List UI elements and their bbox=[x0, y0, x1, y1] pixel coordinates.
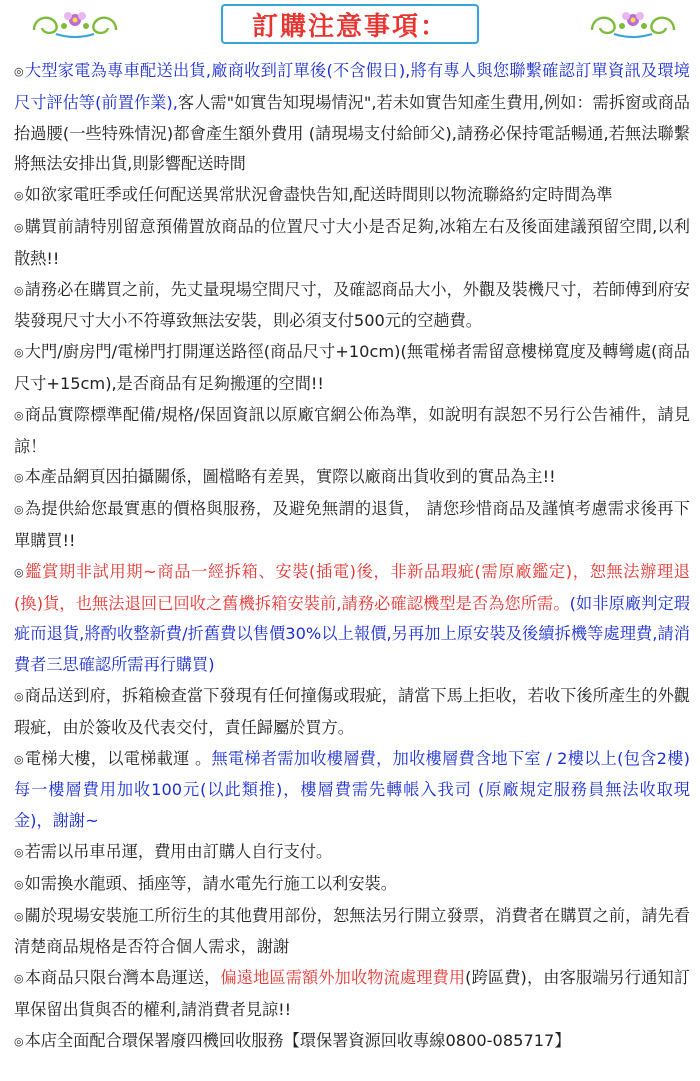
notice-text: 無電梯者需加收樓層費，加收樓層費含地下室 / 2樓以上(包含2樓)每一樓層費用加收100元(以此類推)，樓層費需先轉帳入我司 (原廠規定服務員無法收取現金)，謝謝~ bbox=[14, 748, 690, 831]
notice-item bbox=[14, 901, 690, 964]
notice-text: 大門/廚房門/電梯門打開運送路徑(商品尺寸+10cm)(無電梯者需留意樓梯寬度及轉彎處(商品尺寸+15cm),是否商品有足夠搬運的空間!! bbox=[14, 342, 690, 393]
bullet-icon: ◎ bbox=[14, 845, 24, 859]
notice-item bbox=[14, 337, 690, 400]
bullet-icon: ◎ bbox=[14, 471, 24, 485]
flower-ornament-icon bbox=[30, 4, 120, 42]
notice-item bbox=[14, 869, 690, 901]
notice-item bbox=[14, 681, 690, 744]
notice-item bbox=[14, 837, 690, 869]
header-banner bbox=[0, 0, 700, 48]
notice-item bbox=[14, 275, 690, 338]
notice-text: 商品送到府，拆箱檢查當下發現有任何撞傷或瑕疵，請當下馬上拒收，若收下後所產生的外觀瑕疵，由於簽收及代表交付，責任歸屬於買方。 bbox=[14, 685, 690, 737]
notice-text: 商品實際標準配備/規格/保固資訊以原廠官網公佈為準，如說明有誤恕不另行公告補件，請見諒！ bbox=[14, 404, 690, 456]
notice-item bbox=[14, 557, 690, 681]
notice-item bbox=[14, 400, 690, 463]
notice-item bbox=[14, 963, 690, 1026]
notice-text: 若需以吊車吊運，費用由訂購人自行支付。 bbox=[24, 841, 333, 861]
bullet-icon: ◎ bbox=[14, 1034, 24, 1048]
bullet-icon: ◎ bbox=[14, 689, 24, 703]
notice-text: 本產品網頁因拍攝關係，圖檔略有差異，實際以廠商出貨收到的實品為主!! bbox=[24, 467, 556, 487]
bullet-icon: ◎ bbox=[14, 408, 24, 422]
notice-text: 為提供給您最實惠的價格與服務，及避免無謂的退貨， 請您珍惜商品及謹慎考慮需求後再下單購買!! bbox=[14, 499, 690, 550]
notice-text: 本商品只限台灣本島運送， bbox=[24, 968, 221, 988]
page-title: 訂購注意事項： bbox=[251, 11, 448, 42]
notice-item bbox=[14, 494, 690, 557]
bullet-icon: ◎ bbox=[14, 972, 24, 986]
notice-text: 大型家電為專車配送出貨,廠商收到訂單後(不含假日),將有專人與您聯繫確認訂單資訊及環境尺寸評估等(前置作業), bbox=[14, 61, 690, 112]
bullet-icon: ◎ bbox=[14, 503, 24, 517]
bullet-icon: ◎ bbox=[14, 220, 24, 234]
notice-text: 偏遠地區需額外加收物流處理費用 bbox=[220, 968, 466, 988]
notice-text: 本店全面配合環保署廢四機回收服務【環保署資源回收專線0800-085717】 bbox=[24, 1030, 571, 1050]
notice-text: 關於現場安裝施工所衍生的其他費用部份，恕無法另行開立發票，消費者在購買之前，請先看清楚商品規格是否符合個人需求，謝謝 bbox=[14, 905, 690, 957]
notice-item bbox=[14, 212, 690, 275]
notice-item bbox=[14, 180, 690, 212]
bullet-icon: ◎ bbox=[14, 752, 24, 766]
notice-text: 購買前請特別留意預備置放商品的位置尺寸大小是否足夠,冰箱左右及後面建議預留空間,以利散熱!! bbox=[14, 216, 690, 268]
flower-ornament-icon bbox=[588, 4, 678, 42]
notice-text: 如需換水龍頭、插座等，請水電先行施工以利安裝。 bbox=[24, 873, 397, 893]
notice-item bbox=[14, 56, 690, 180]
notice-item bbox=[14, 744, 690, 837]
bullet-icon: ◎ bbox=[14, 909, 24, 923]
bullet-icon: ◎ bbox=[14, 565, 25, 579]
notice-text: 客人需"如實告知現場情況",若未如實告知產生費用,例如：需拆窗或商品抬過腰(一些特殊情況)都會產生額外費用 (請現場支付給師父),請務必保持電話暢通,若無法聯繫將無法安排出貨,則影響配送時間 bbox=[14, 92, 690, 174]
notice-text: 鑑賞期非試用期~商品一經拆箱、安裝(插電)後，非新品瑕疵(需原廠鑑定)，恕無法辦理退(換)貨，也無法退回已回收之舊機拆箱安裝前,請務必確認機型是否為您所需。 bbox=[14, 561, 690, 613]
notice-item bbox=[14, 462, 690, 494]
title-box bbox=[221, 4, 479, 44]
bullet-icon: ◎ bbox=[14, 877, 24, 891]
bullet-icon: ◎ bbox=[14, 283, 24, 297]
bullet-icon: ◎ bbox=[14, 346, 24, 360]
bullet-icon: ◎ bbox=[14, 65, 24, 78]
notice-text: 如欲家電旺季或任何配送異常狀況會盡快告知,配送時間則以物流聯絡約定時間為準 bbox=[24, 185, 613, 205]
notice-item bbox=[14, 1026, 690, 1058]
bullet-icon: ◎ bbox=[14, 189, 24, 203]
notice-text: (跨區費)，由客服端另行通知訂單保留出貨與否的權利,請消費者見諒!! bbox=[14, 968, 690, 1019]
notice-text: 電梯大樓，以電梯載運 。 bbox=[24, 748, 212, 768]
notice-text: (如非原廠判定瑕疵而退貨,將酌收整新費/折舊費以售價30%以上報價,另再加上原安裝及後續拆機等處理費,請消費者三思確認所需再行購買) bbox=[14, 593, 690, 675]
notice-list bbox=[14, 56, 690, 1058]
notice-text: 請務必在購買之前，先丈量現場空間尺寸，及確認商品大小，外觀及裝機尺寸，若師傅到府安裝發現尺寸大小不符導致無法安裝，則必須支付500元的空趟費。 bbox=[14, 279, 690, 331]
